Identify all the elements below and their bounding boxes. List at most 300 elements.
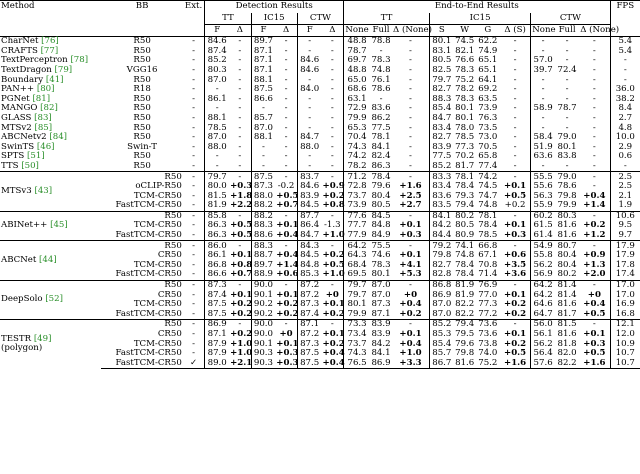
e2e-tt-none: 73.4 (344, 330, 370, 340)
e2e-tt-delta: - (409, 151, 412, 162)
e2e-ic15-s: 83.4 (429, 182, 453, 192)
e2e-tt-delta: - (409, 36, 412, 47)
e2e-ic15-g: 66.8 (476, 241, 500, 251)
citation-link[interactable]: [81] (32, 93, 51, 104)
e2e-ctw-none: - (531, 95, 555, 105)
backbone-cell: R50 (133, 122, 151, 133)
e2e-ic15-w: 82.2 (455, 308, 475, 319)
det-ctw-f: 88.0 (297, 143, 321, 153)
fps: 8.4 (610, 104, 640, 114)
det-ctw-f: 84.6 (297, 66, 321, 76)
method-name: MANGO (1, 103, 41, 114)
backbone-cell: FastTCM-CR50 (115, 230, 182, 241)
e2e-ic15-w: 78.4 (455, 269, 475, 280)
e2e-ctw-none: - (531, 47, 555, 57)
e2e-ctw-delta: - (579, 241, 610, 251)
det-ctw-delta: - (322, 320, 344, 330)
ext-cell: - (192, 36, 196, 47)
det-ctw-delta: - (330, 151, 334, 162)
e2e-ic15-delta: - (513, 141, 517, 152)
det-tt-f: 87.0 (205, 133, 229, 143)
e2e-ctw-full: 80.3 (555, 211, 579, 221)
e2e-tt-delta: - (409, 112, 412, 123)
bb-header: BB (101, 1, 183, 14)
e2e-tt-none: 77.6 (344, 211, 370, 221)
det-ctw-f: 84.5 (297, 201, 321, 211)
e2e-ic15-g: 77.3 (478, 299, 498, 310)
e2e-ic15-s: 82.8 (429, 270, 453, 280)
det-ic15-f: 87.0 (251, 123, 275, 133)
det-ic15-delta: - (275, 172, 297, 182)
method-name: TextDragon (1, 64, 55, 75)
det-ic15-f: 90.0 (251, 280, 275, 290)
citation-link[interactable]: [83] (34, 112, 52, 123)
e2e-tt-none: 80.1 (344, 300, 370, 310)
det-ctw-f: 87.2 (297, 330, 321, 340)
det-tt-delta: +0.2 (230, 329, 253, 339)
citation-link[interactable]: [78] (70, 55, 89, 66)
e2e-tt-delta: +0.3 (399, 230, 422, 241)
table-body (0, 37, 640, 369)
e2e-tt-none: 69.5 (344, 270, 370, 280)
e2e-ic15-w: 78.3 (455, 64, 475, 75)
det-tt-delta: +0.1 (230, 289, 253, 300)
det-ctw-delta: - (322, 211, 344, 221)
group-method-cell (0, 320, 101, 369)
e2e-ctw-none: - (531, 162, 555, 172)
det-tt-header: TT (205, 13, 251, 25)
e2e-ctw-none: 55.8 (531, 251, 555, 261)
det-ctw-f: 84.8 (297, 261, 321, 271)
det-tt-f: - (205, 152, 229, 162)
det-ctw-delta: - (330, 74, 334, 85)
e2e-ic15-delta: - (513, 64, 517, 75)
backbone-cell: CR50 (157, 329, 182, 339)
e2e-ctw-delta: +0.2 (583, 220, 606, 231)
group-method-cell (0, 211, 101, 241)
e2e-tt-delta: - (409, 74, 412, 85)
table-row (0, 162, 640, 172)
det-tt-delta: - (238, 93, 242, 104)
det-ctw-f: 84.0 (297, 85, 321, 95)
det-ic15-f: 88.0 (251, 192, 275, 202)
det-tt-delta: +0.8 (230, 259, 253, 270)
method-name: ABCNetv2 (1, 132, 50, 143)
det-tt-f: 86.0 (205, 241, 229, 251)
citation-link[interactable]: [50] (21, 160, 39, 171)
e2e-ic15-g: 78.5 (478, 230, 498, 241)
det-ic15-delta: - (284, 64, 288, 75)
citation-link[interactable]: [43] (34, 185, 53, 196)
det-ic15-f: 90.2 (251, 310, 275, 320)
e2e-ctw-delta: - (592, 64, 596, 75)
det-ic15-delta: - (275, 211, 297, 221)
det-tt-f: 78.5 (205, 123, 229, 133)
citation-link[interactable]: [77] (40, 45, 59, 56)
det-tt-delta: +0.2 (230, 308, 253, 319)
e2e-ic15-w: 81.6 (455, 357, 475, 368)
e2e-ctw-delta: +2.0 (583, 269, 606, 280)
det-ic15-delta: - (275, 241, 297, 251)
e2e-ic15-w: 78.5 (455, 132, 475, 143)
citation-link[interactable]: [49] (33, 334, 52, 345)
det-ic15-f: 88.2 (251, 211, 275, 221)
e2e-ic15-g: 74.8 (478, 200, 498, 211)
e2e-ctw-none: 63.6 (531, 152, 555, 162)
e2e-ctw-full: - (565, 45, 569, 56)
e2e-tt-none: 79.7 (344, 280, 370, 290)
e2e-ctw-none: 64.6 (531, 300, 555, 310)
e2e-ic15-w: 79.4 (455, 319, 475, 330)
backbone-cell: VGG16 (126, 64, 158, 75)
citation-link[interactable]: [51] (27, 151, 45, 162)
e2e-ic15-delta: - (513, 112, 517, 123)
e2e-ic15-s: 84.4 (429, 231, 453, 241)
det-ctw-delta: - (330, 55, 334, 66)
citation-link[interactable]: [45] (50, 220, 68, 231)
e2e-ctw-delta: +0.3 (583, 338, 606, 349)
ext-cell: - (192, 230, 196, 241)
e2e-ic15-s: 85.7 (429, 349, 453, 359)
e2e-ic15-w: 79.4 (455, 200, 475, 211)
e2e-ctw-delta: +0.1 (583, 329, 606, 339)
e2e-tt-delta: +4.1 (399, 259, 422, 270)
e2e-ic15-g: 76.3 (478, 112, 498, 123)
det-tt-f: 87.4 (205, 290, 229, 300)
e2e-ctw-delta: +0.5 (583, 308, 606, 319)
e2e-tt-delta: - (392, 172, 429, 182)
det-ctw-delta: - (330, 45, 334, 56)
det-ic15-delta: - (284, 160, 288, 171)
e2e-ic15-w: 74.8 (455, 250, 475, 261)
e2e-ctw-none: - (531, 85, 555, 95)
det-ic15-delta: +0.4 (276, 250, 299, 261)
method-name: MTSv2 (1, 122, 35, 133)
det-ctw-f: - (297, 37, 321, 47)
det-tt-f: 88.1 (205, 114, 229, 124)
e2e-tt-none: 77.7 (344, 221, 370, 231)
e2e-tt-delta: +0.1 (399, 220, 422, 231)
backbone-cell: R50 (133, 55, 151, 66)
fps: 16.8 (610, 310, 640, 320)
det-tt-delta: - (229, 172, 251, 182)
e2e-tt-full: 78.1 (371, 132, 391, 143)
fps: - (610, 75, 640, 85)
e2e-tt-full: 84.1 (371, 141, 391, 152)
det-ic15-delta: +0.5 (276, 190, 299, 201)
e2e-tt-full: 86.3 (371, 160, 391, 171)
e2e-ic15-g: 70.5 (478, 141, 498, 152)
det-ctw-f: 84.7 (297, 133, 321, 143)
e2e-ic15-delta: - (513, 93, 517, 104)
e2e-tt-none: 70.4 (344, 133, 370, 143)
ext-cell: - (192, 151, 196, 162)
det-tt-f: 87.0 (205, 75, 229, 85)
fps: 17.8 (610, 261, 640, 271)
det-ic15-f: 89.7 (251, 37, 275, 47)
e2e-ic15-delta: +0.1 (504, 220, 527, 231)
e2e-ctw-delta: +0.9 (583, 250, 606, 261)
e2e-ctw-full: 81.6 (557, 329, 577, 339)
ext-cell: - (192, 84, 196, 95)
e2e-ctw-none: 57.6 (531, 359, 555, 369)
backbone-cell: R50 (133, 103, 151, 114)
det-ic15-delta: - (284, 93, 288, 104)
e2e-tt-none: 72.9 (344, 104, 370, 114)
e2e-tt-full: 87.0 (371, 280, 391, 291)
e2e-ctw-delta: - (592, 36, 596, 47)
e2e-ic15-g: 74.5 (478, 181, 498, 192)
det-ctw-delta: +0.1 (322, 329, 345, 339)
e2e-ctw-full: 79.9 (557, 200, 577, 211)
e2e-tt-none: 74.2 (344, 152, 370, 162)
e2e-ctw-none: 51.9 (531, 143, 555, 153)
e2e-ic15-s: 83.6 (429, 192, 453, 202)
fps: 4.8 (610, 123, 640, 133)
e2e-tt-none: 68.4 (344, 261, 370, 271)
e2e-tt-delta: - (392, 280, 429, 290)
det-tt-f: 87.1 (205, 330, 229, 340)
e2e-tt-delta: - (409, 93, 412, 104)
e2e-ctw-delta: - (592, 45, 596, 56)
e2e-tt-delta: +0.1 (399, 250, 422, 261)
citation-link[interactable]: [76] (41, 36, 59, 47)
det-ic15-f: 90.1 (251, 290, 275, 300)
e2e-ic15-g: 74.2 (476, 172, 500, 182)
e2e-ctw-delta: - (592, 122, 596, 133)
e2e-ctw-full: 81.7 (557, 308, 577, 319)
backbone-cell: R50 (101, 172, 183, 182)
e2e-ic15-s: 82.5 (429, 66, 453, 76)
citation-link[interactable]: [44] (39, 255, 57, 266)
det-tt-delta: - (229, 320, 251, 330)
fps: 5.4 (610, 37, 640, 47)
e2e-tt-full: 79.6 (371, 181, 391, 192)
backbone-cell: R50 (101, 241, 183, 251)
det-ctw-f: - (297, 95, 321, 105)
e2e-ic15-w: 78.4 (455, 181, 475, 192)
group-method-cell (0, 241, 101, 280)
det-tt-delta: - (238, 36, 242, 47)
ext-cell: - (183, 172, 205, 182)
e2e-ic15-g: 77.0 (478, 289, 498, 300)
det-ic15-delta: +0.2 (276, 299, 299, 310)
e2e-tt-full: 77.5 (371, 122, 391, 133)
e2e-ic15-g: 73.8 (478, 338, 498, 349)
det-tt-delta: +1.8 (230, 190, 253, 201)
fps: 9.7 (610, 231, 640, 241)
det-ic15-f: 88.3 (251, 221, 275, 231)
det-tt-f: 87.5 (205, 300, 229, 310)
det-ctw-delta: +0 (325, 289, 339, 300)
det-tt-f: 87.4 (205, 47, 229, 57)
fps: 10.7 (610, 359, 640, 369)
citation-link[interactable]: [41] (45, 74, 64, 85)
e2e-ic15-s: 83.9 (429, 143, 453, 153)
method-name: SPTS (1, 151, 28, 162)
det-tt-delta: - (229, 241, 251, 251)
det-ic15-f: 87.1 (251, 56, 275, 66)
method-name: PGNet (1, 93, 33, 104)
e2e-ctw-none: 39.7 (531, 66, 555, 76)
det-tt-delta: - (238, 74, 242, 85)
det-ic15-delta: +0.3 (276, 357, 299, 368)
e2e-tt-full: 87.1 (371, 308, 391, 319)
det-tt-f: 80.3 (205, 66, 229, 76)
det-tt-delta: +0.5 (230, 220, 253, 231)
e2e-ic15-s: 83.3 (429, 172, 453, 182)
e2e-ctw-none: 56.1 (531, 330, 555, 340)
e2e-ic15-s: 83.4 (429, 123, 453, 133)
ext-cell: - (192, 259, 196, 270)
e2e-ic15-s: 85.2 (429, 162, 453, 172)
det-tt-f: 86.6 (205, 270, 229, 280)
det-ic15-f: 85.7 (251, 114, 275, 124)
e2e-tt-none: 72.8 (344, 182, 370, 192)
e2e-tt-delta: - (409, 64, 412, 75)
table-row (0, 66, 640, 76)
backbone-cell: R50 (133, 132, 151, 143)
det-ic15-f: 90.3 (251, 359, 275, 369)
citation-link[interactable]: [46] (36, 141, 55, 152)
e2e-ic15-w: 75.2 (455, 74, 475, 85)
fps: 17.4 (610, 270, 640, 280)
det-ic15-delta: +0.1 (276, 289, 299, 300)
e2e-tt-full: 80.5 (371, 200, 391, 211)
e2e-ic15-g: 73.5 (478, 122, 498, 133)
backbone-cell: R50 (133, 74, 151, 85)
e2e-tt-delta: +0.2 (399, 308, 422, 319)
e2e-ic15-w: 70.2 (455, 151, 475, 162)
e2e-tt-none: 76.5 (344, 359, 370, 369)
fps: 2.5 (610, 172, 640, 182)
e2e-ctw-full: - (565, 112, 569, 123)
e2e-ic15-w: 80.1 (455, 112, 475, 123)
e2e-header: End-to-End Results (344, 1, 610, 14)
det-ctw-f: 87.7 (297, 211, 321, 221)
ext-cell: - (192, 338, 196, 349)
e2e-ic15-s: 85.4 (429, 339, 453, 349)
citation-link[interactable]: [82] (40, 103, 58, 114)
sub-delta: Δ (229, 25, 251, 37)
citation-link[interactable]: [80] (36, 84, 55, 95)
det-ic15-f: 87.5 (251, 172, 275, 182)
e2e-ctw-none: 55.9 (531, 201, 555, 211)
e2e-ctw-delta: - (592, 132, 596, 143)
det-tt-f: 86.9 (205, 320, 229, 330)
e2e-ctw-full: - (565, 160, 569, 171)
sub-w: W (454, 25, 476, 37)
det-tt-f: 86.3 (205, 231, 229, 241)
fps: 16.9 (610, 300, 640, 310)
e2e-ic15-g: 73.0 (478, 132, 498, 143)
det-tt-f: 81.9 (205, 201, 229, 211)
fps: 9.5 (610, 221, 640, 231)
e2e-tt-delta: - (409, 160, 412, 171)
e2e-ic15-delta: +0.3 (504, 230, 527, 241)
det-ctw-f: 87.4 (297, 310, 321, 320)
e2e-tt-full: 78.3 (371, 259, 391, 270)
backbone-cell: FastTCM-CR50 (115, 200, 182, 211)
det-ctw-delta: - (330, 160, 334, 171)
det-ctw-delta: +0.4 (322, 348, 345, 359)
det-ctw-delta: +1.0 (322, 230, 345, 241)
e2e-ic15-s: 82.7 (429, 261, 453, 271)
e2e-ctw-none: 55.6 (531, 182, 555, 192)
e2e-tt-delta: - (409, 141, 412, 152)
table-row (0, 280, 640, 290)
e2e-tt-full: 78.8 (371, 36, 391, 47)
det-ic15-delta: - (284, 151, 288, 162)
det-tt-f: 87.9 (205, 349, 229, 359)
det-tt-f: 81.5 (205, 192, 229, 202)
det-tt-f: 85.2 (205, 56, 229, 66)
e2e-ctw-none: 56.2 (531, 261, 555, 271)
det-ic15-delta: - (284, 141, 288, 152)
det-ic15-f: 88.9 (251, 270, 275, 280)
ext-cell: - (192, 308, 196, 319)
det-ic15-f: 90.2 (251, 300, 275, 310)
det-ctw-delta: +0.9 (322, 181, 345, 192)
det-ctw-f: 87.3 (297, 300, 321, 310)
e2e-ic15-w: 82.2 (455, 299, 475, 310)
det-ic15-f: 88.1 (251, 133, 275, 143)
citation-link[interactable]: [79] (54, 64, 73, 75)
e2e-ic15-g: 74.7 (478, 190, 498, 201)
e2e-tt-delta: +1.6 (399, 181, 422, 192)
citation-link[interactable]: [52] (45, 294, 63, 305)
method-name: ABCNet (1, 255, 40, 266)
e2e-tt-full: 87.0 (371, 289, 391, 300)
e2e-ctw-delta: - (592, 74, 596, 85)
fps-header: FPS (610, 1, 640, 14)
e2e-ctw-delta: - (592, 151, 596, 162)
sub-delta: Δ (322, 25, 344, 37)
e2e-tt-delta: - (409, 45, 412, 56)
det-ctw-delta: - (330, 93, 334, 104)
det-tt-delta: +0.2 (230, 299, 253, 310)
e2e-ctw-none: 61.4 (531, 231, 555, 241)
det-ic15-delta: +0.2 (276, 308, 299, 319)
det-ic15-delta: +1.4 (276, 259, 299, 270)
e2e-tt-full: 78.4 (371, 171, 391, 182)
det-ctw-f: 84.3 (297, 241, 321, 251)
det-tt-delta: - (238, 112, 242, 123)
det-ic15-f: 87.5 (251, 85, 275, 95)
e2e-ctw-full: 79.0 (555, 172, 579, 182)
backbone-cell: oCLIP-R50 (135, 181, 182, 192)
e2e-ctw-full: 78.6 (557, 181, 577, 192)
det-ic15-delta: -0.2 (277, 181, 295, 192)
det-ic15-delta: +0.1 (276, 220, 299, 231)
det-ctw-delta: - (322, 280, 344, 290)
e2e-ic15-w: 79.3 (455, 190, 475, 201)
det-tt-f: 89.0 (205, 359, 229, 369)
citation-link[interactable]: [84] (49, 132, 68, 143)
e2e-ctw-delta: - (592, 93, 596, 104)
e2e-tt-full: 84.9 (371, 230, 391, 241)
e2e-ic15-delta: - (500, 320, 531, 330)
e2e-ic15-delta: - (500, 241, 531, 251)
det-tt-delta: +1.0 (230, 348, 253, 359)
ext-cell: - (192, 190, 196, 201)
citation-link[interactable]: [85] (34, 122, 53, 133)
fps: 2.5 (610, 182, 640, 192)
e2e-tt-full: 76.1 (371, 74, 391, 85)
e2e-ctw-delta: +0.5 (583, 348, 606, 359)
e2e-ctw-none: 56.4 (531, 349, 555, 359)
fps: - (610, 162, 640, 172)
